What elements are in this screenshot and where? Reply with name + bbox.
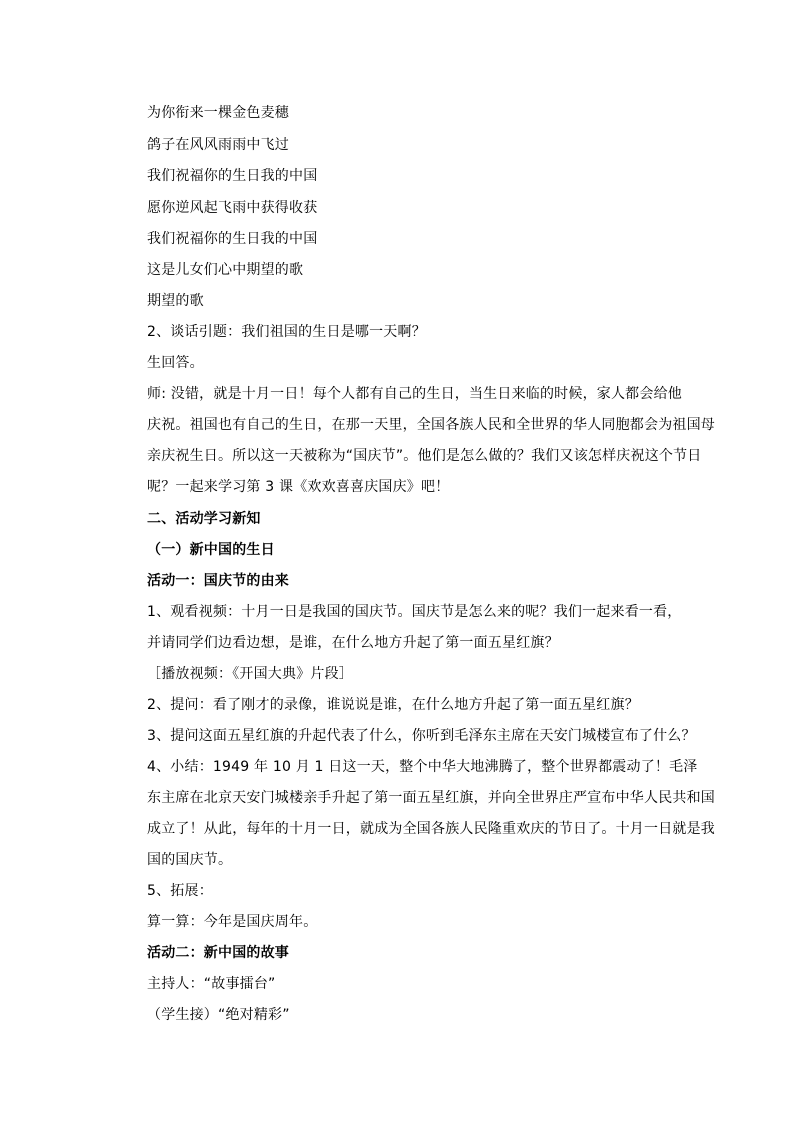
paragraph-question-2: 2、提问：看了刚才的录像，谁说说是谁，在什么地方升起了第一面五星红旗？ <box>147 697 639 713</box>
poem-line-2: 鸽子在风风雨雨中飞过 <box>147 137 289 153</box>
paragraph-summary-line-3: 成立了！从此，每年的十月一日，就成为全国各族人民隆重欢庆的节日了。十月一日就是我 <box>147 821 715 837</box>
poem-line-4: 愿你逆风起飞雨中获得收获 <box>147 200 318 216</box>
subsection-heading-1: （一）新中国的生日 <box>147 542 275 558</box>
paragraph-play-video: ［播放视频：《开国大典》片段］ <box>147 666 353 682</box>
section-heading-2: 二、活动学习新知 <box>147 511 261 527</box>
paragraph-calculate: 算一算：今年是国庆周年。 <box>147 914 318 930</box>
paragraph-student-answer: 生回答。 <box>147 355 204 371</box>
paragraph-extension: 5、拓展： <box>147 883 213 899</box>
paragraph-teacher-line-1: 师: 没错，就是十月一日！每个人都有自己的生日，当生日来临的时候，家人都会给他 <box>147 386 682 402</box>
poem-line-1: 为你衔来一棵金色麦穗 <box>147 105 289 121</box>
paragraph-student-reply: （学生接）“绝对精彩” <box>147 1007 290 1023</box>
paragraph-teacher-line-3: 亲庆祝生日。所以这一天被称为“国庆节”。他们是怎么做的？我们又该怎样庆祝这个节日 <box>147 448 702 464</box>
paragraph-summary-line-2: 东主席在北京天安门城楼亲手升起了第一面五星红旗，并向全世界庄严宣布中华人民共和国 <box>147 790 715 806</box>
paragraph-question-3: 3、提问这面五星红旗的升起代表了什么，你听到毛泽东主席在天安门城楼宣布了什么？ <box>147 728 696 744</box>
poem-line-7: 期望的歌 <box>147 293 204 309</box>
paragraph-host: 主持人：“故事擂台” <box>147 976 276 992</box>
paragraph-summary-line-4: 国的国庆节。 <box>147 852 233 868</box>
activity-heading-2: 活动二：新中国的故事 <box>147 945 289 961</box>
paragraph-teacher-line-2: 庆祝。祖国也有自己的生日，在那一天里，全国各族人民和全世界的华人同胞都会为祖国母 <box>147 417 715 433</box>
paragraph-video-line-1: 1、观看视频：十月一日是我国的国庆节。国庆节是怎么来的呢？我们一起来看一看， <box>147 604 682 620</box>
paragraph-summary-line-1: 4、小结：1949 年 10 月 1 日这一天，整个中华大地沸腾了，整个世界都震动了！毛泽 <box>147 759 698 775</box>
poem-line-6: 这是儿女们心中期望的歌 <box>147 262 304 278</box>
poem-line-3: 我们祝福你的生日我的中国 <box>147 168 318 184</box>
paragraph-teacher-line-4: 呢？一起来学习第 3 课《欢欢喜喜庆国庆》吧！ <box>147 479 450 495</box>
paragraph-video-line-2: 并请同学们边看边想，是谁，在什么地方升起了第一面五星红旗？ <box>147 635 559 651</box>
poem-line-5: 我们祝福你的生日我的中国 <box>147 231 318 247</box>
activity-heading-1: 活动一：国庆节的由来 <box>147 573 289 589</box>
paragraph-intro-question: 2、谈话引题：我们祖国的生日是哪一天啊？ <box>147 324 426 340</box>
